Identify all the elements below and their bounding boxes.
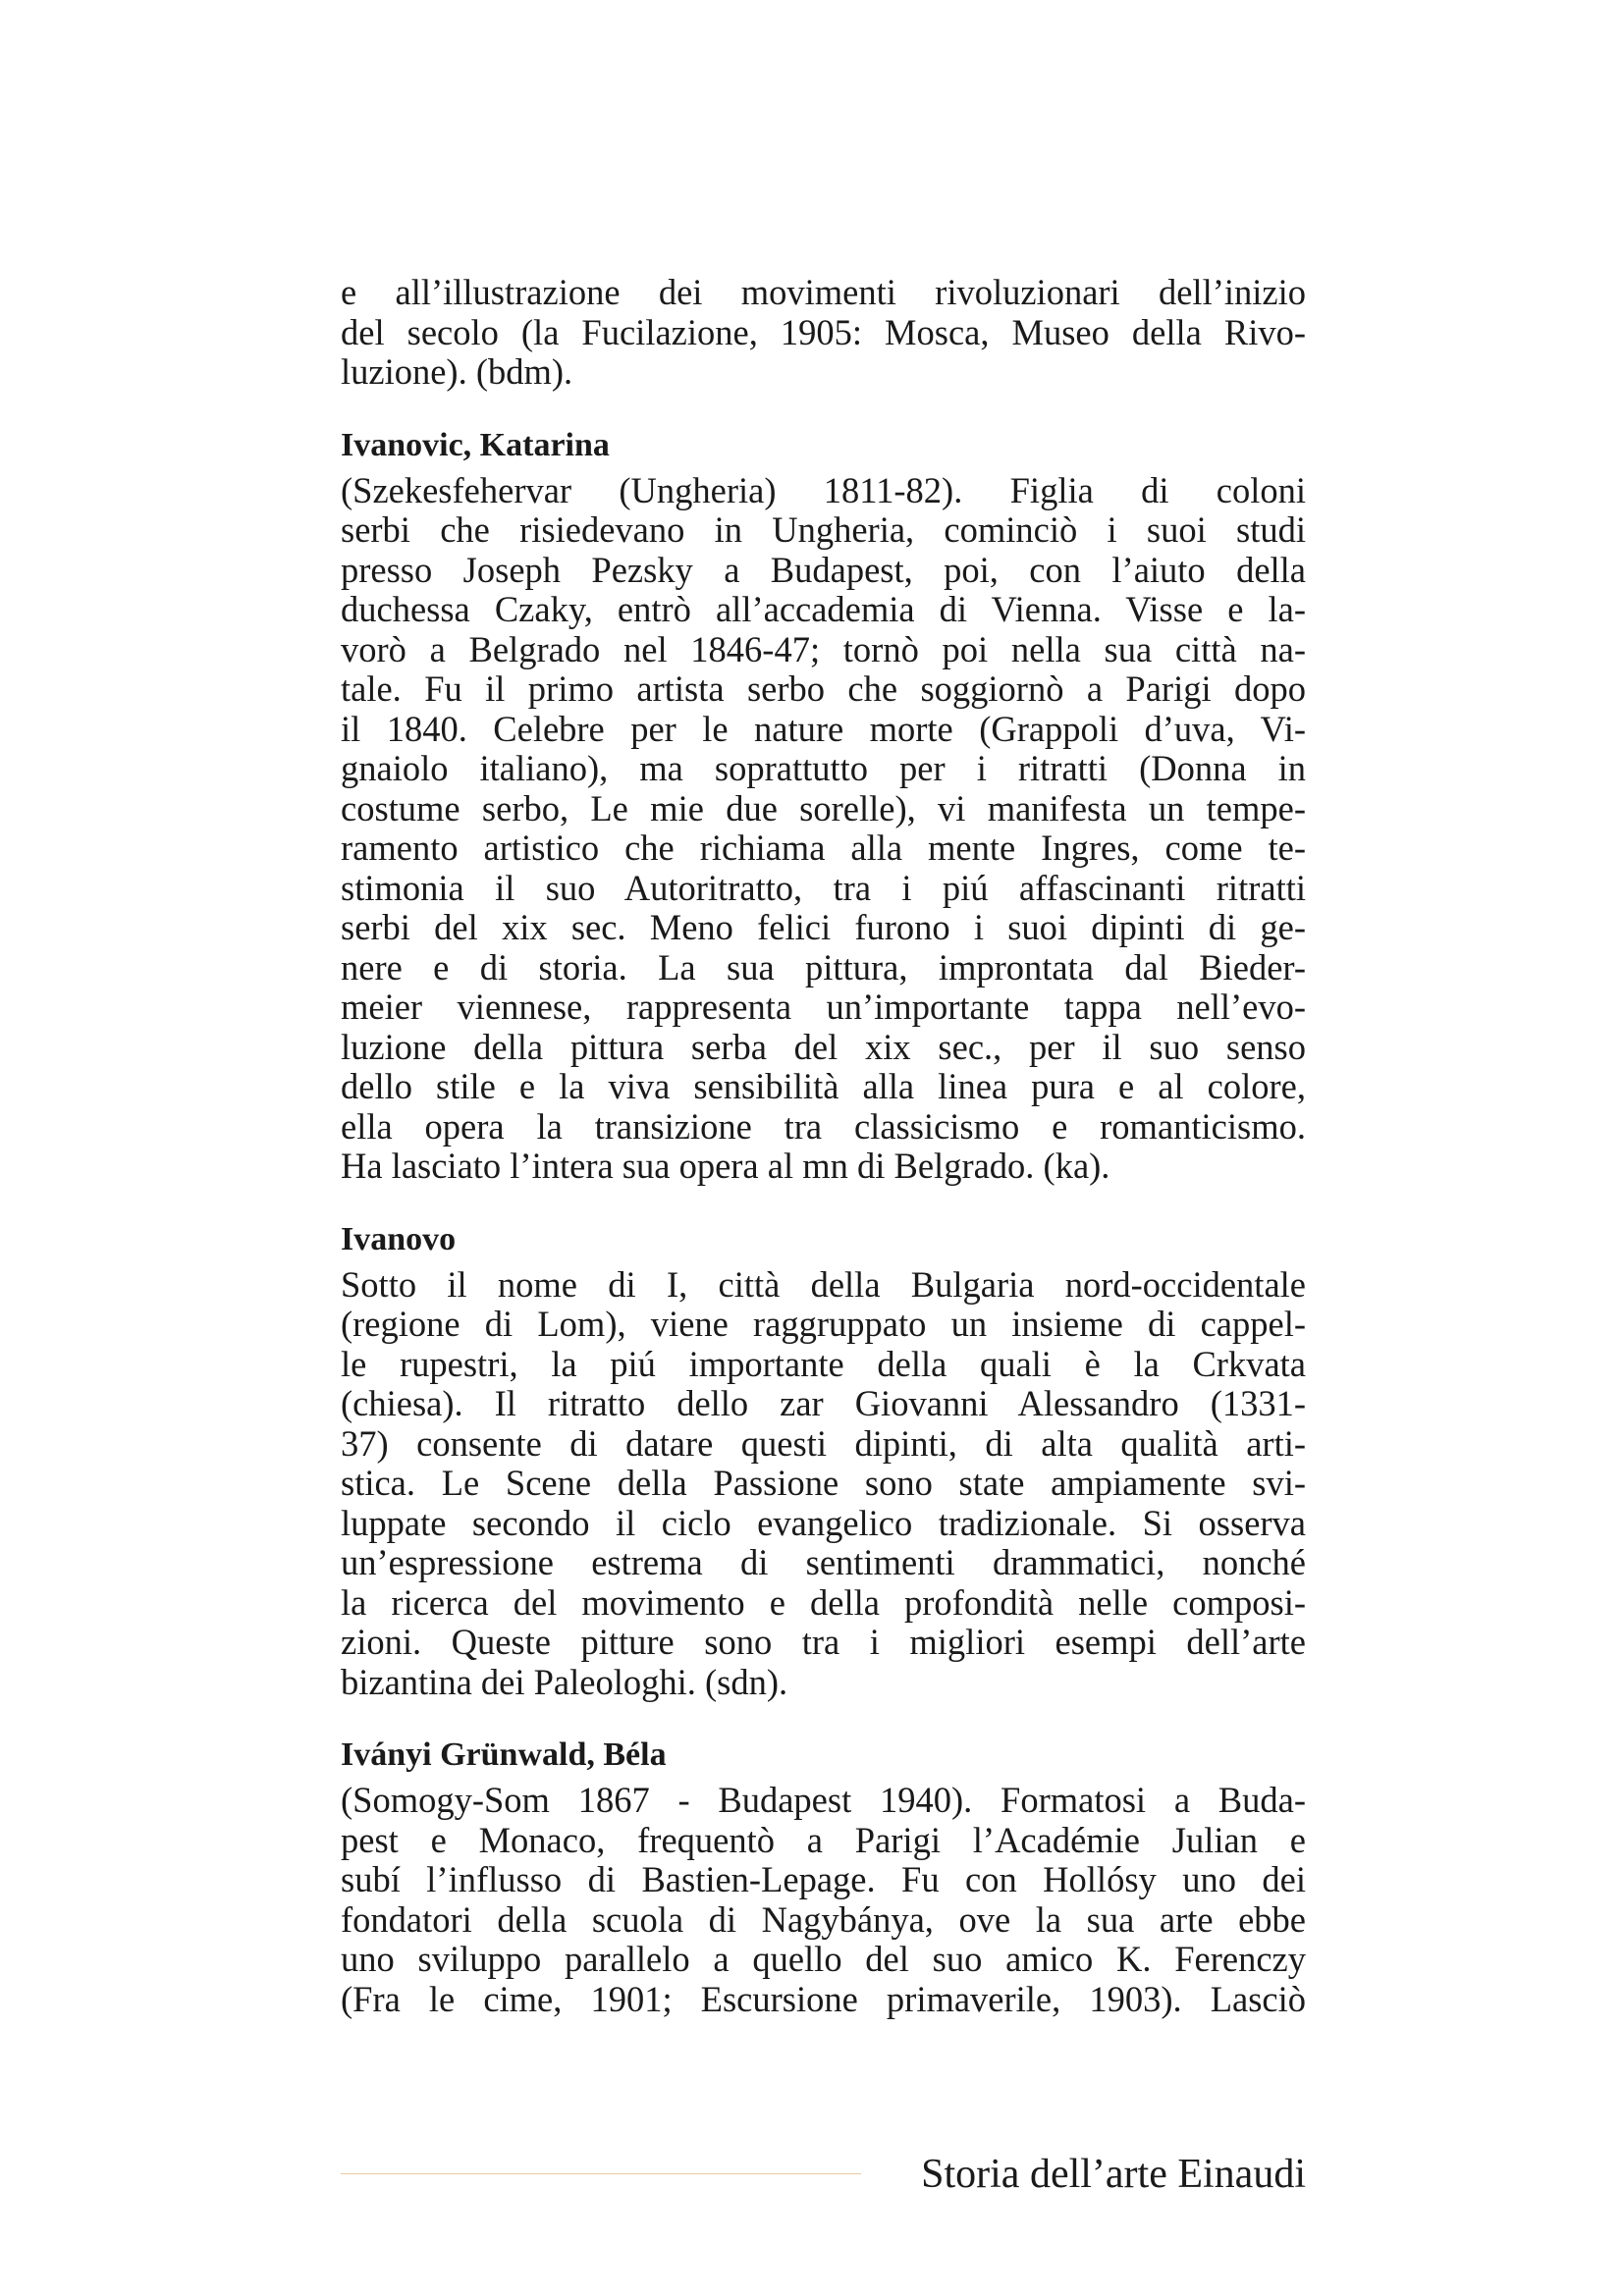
text-line: e all’illustrazione dei movimenti rivoluzionari dell’inizio	[341, 272, 1306, 312]
text-line: (Somogy-Som 1867 - Budapest 1940). Formatosi a Buda-	[341, 1780, 1306, 1820]
text-line: uno sviluppo parallelo a quello del suo amico K. Ferenczy	[341, 1939, 1306, 1979]
entry-heading-ivanovo: Ivanovo	[341, 1220, 457, 1257]
entry-heading-ivanyi-grunwald: Iványi Grünwald, Béla	[341, 1736, 667, 1773]
text-line: luzione della pittura serba del xix sec., per il suo senso	[341, 1026, 1306, 1067]
text-line: 37) consente di datare questi dipinti, di alta qualità arti-	[341, 1422, 1306, 1464]
text-line: (Fra le cime, 1901; Escursione primaverile, 1903). Lasciò	[341, 1978, 1306, 2019]
text-line: fondatori della scuola di Nagybánya, ove la sua arte ebbe	[341, 1898, 1306, 1940]
entry-body-ivanovic	[341, 471, 1306, 1187]
text-line: luppate secondo il ciclo evangelico tradizionale. Si osserva	[341, 1502, 1306, 1543]
footer-rule	[341, 2173, 861, 2174]
text-line: serbi che risiedevano in Ungheria, cominciò i suoi studi	[341, 509, 1306, 550]
footer-book-title: Storia dell’arte Einaudi	[921, 2152, 1306, 2197]
text-line: meier viennese, rappresenta un’importante tappa nell’evo-	[341, 987, 1306, 1027]
text-line: un’espressione estrema di sentimenti drammatici, nonché	[341, 1542, 1306, 1582]
continuation-paragraph	[341, 273, 1306, 393]
text-line: (Szekesfehervar (Ungheria) 1811-82). Figlia di coloni	[341, 469, 1306, 510]
text-line: dello stile e la viva sensibilità alla linea pura e al colore,	[341, 1066, 1306, 1106]
text-line: bizantina dei Paleologhi. (sdn).	[341, 1661, 788, 1702]
entry-body-ivanyi-grunwald	[341, 1781, 1306, 2019]
text-line: vorò a Belgrado nel 1846-47; tornò poi nella sua città na-	[341, 628, 1306, 669]
text-line: presso Joseph Pezsky a Budapest, poi, con l’aiuto della	[341, 549, 1306, 590]
text-line: luzione). (bdm).	[341, 351, 573, 392]
text-line: costume serbo, Le mie due sorelle), vi manifesta un tempe-	[341, 787, 1306, 828]
text-line: il 1840. Celebre per le nature morte (Grappoli d’uva, Vi-	[341, 708, 1306, 749]
text-line: serbi del xix sec. Meno felici furono i suoi dipinti di ge-	[341, 907, 1306, 947]
text-line: la ricerca del movimento e della profondità nelle composi-	[341, 1581, 1306, 1623]
page-body	[341, 273, 1306, 2019]
text-line: pest e Monaco, frequentò a Parigi l’Académie Julian e	[341, 1819, 1306, 1860]
text-line: nere e di storia. La sua pittura, improntata dal Bieder-	[341, 946, 1306, 988]
text-line: stimonia il suo Autoritratto, tra i piú affascinanti ritratti	[341, 867, 1306, 908]
entry-body-ivanovo	[341, 1265, 1306, 1703]
text-line: (regione di Lom), viene raggruppato un insieme di cappel-	[341, 1304, 1306, 1344]
text-line: Sotto il nome di I, città della Bulgaria nord-occidentale	[341, 1263, 1306, 1305]
text-line: stica. Le Scene della Passione sono state ampiamente svi-	[341, 1463, 1306, 1503]
text-line: ella opera la transizione tra classicismo e romanticismo.	[341, 1105, 1306, 1147]
text-line: gnaiolo italiano), ma soprattutto per i ritratti (Donna in	[341, 748, 1306, 788]
text-line: le rupestri, la piú importante della quali è la Crkvata	[341, 1343, 1306, 1384]
text-line: subí l’influsso di Bastien-Lepage. Fu con Hollósy uno dei	[341, 1859, 1306, 1899]
text-line: del secolo (la Fucilazione, 1905: Mosca, Museo della Rivo-	[341, 311, 1306, 352]
text-line: (chiesa). Il ritratto dello zar Giovanni Alessandro (1331-	[341, 1383, 1306, 1423]
text-line: zioni. Queste pitture sono tra i migliori esempi dell’arte	[341, 1622, 1306, 1662]
text-line: tale. Fu il primo artista serbo che soggiornò a Parigi dopo	[341, 668, 1306, 709]
text-line: duchessa Czaky, entrò all’accademia di Vienna. Visse e la-	[341, 589, 1306, 629]
text-line: Ha lasciato l’intera sua opera al mn di Belgrado. (ka).	[341, 1146, 1110, 1186]
text-line: ramento artistico che richiama alla mente Ingres, come te-	[341, 828, 1306, 868]
entry-heading-ivanovic: Ivanovic, Katarina	[341, 426, 610, 463]
